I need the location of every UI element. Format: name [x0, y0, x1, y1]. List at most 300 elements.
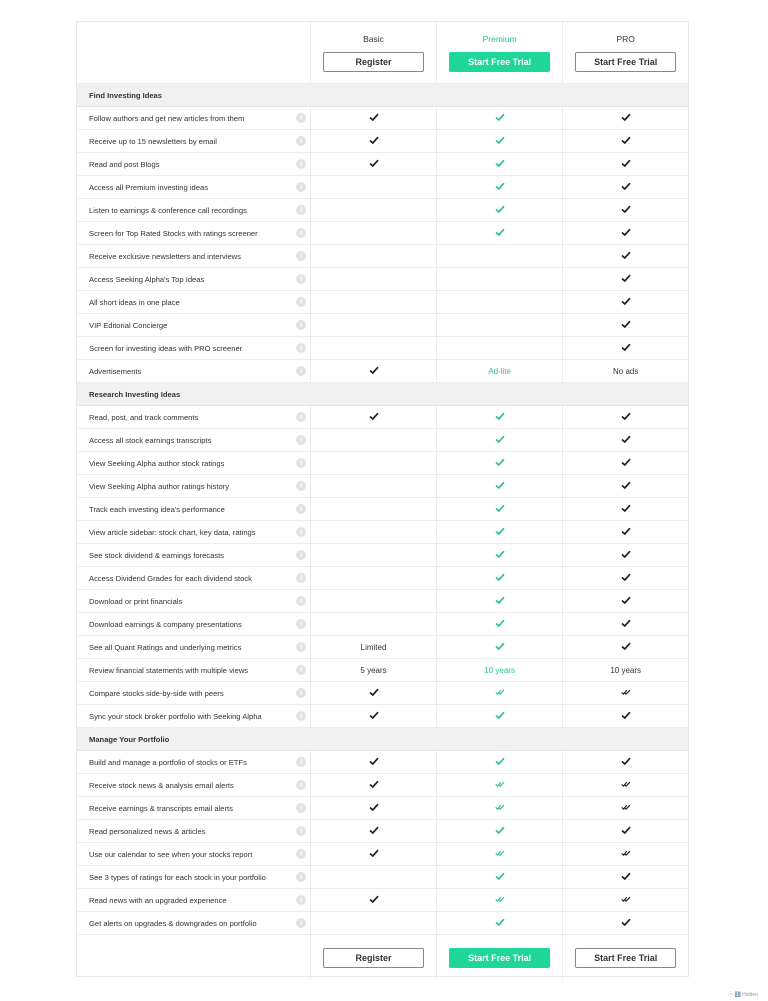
info-icon[interactable]: i [296, 895, 306, 905]
feature-label: Receive stock news & analysis email alerts [89, 780, 234, 790]
plan-cell-pro [562, 268, 688, 290]
plan-cell-basic [310, 107, 436, 129]
plan-cell-pro [562, 429, 688, 451]
section-header-row [77, 383, 688, 406]
check-icon [495, 113, 505, 123]
feature-row [77, 797, 688, 820]
register-button-top[interactable]: Register [323, 52, 424, 72]
info-icon[interactable]: i [296, 458, 306, 468]
feature-label: Use our calendar to see when your stocks report [89, 849, 253, 859]
check-icon [369, 780, 379, 790]
plan-cell-value: 5 years [360, 665, 387, 675]
feature-label: Download or print financials [89, 596, 183, 606]
check-icon [369, 688, 379, 698]
plan-cell-pro [562, 153, 688, 175]
plan-basic-column-header [310, 22, 436, 83]
plan-cell-pro [562, 521, 688, 543]
feature-label-cell [77, 176, 310, 198]
plan-cell-premium [436, 337, 563, 359]
plan-cell-pro [562, 337, 688, 359]
feature-label: Receive earnings & transcripts email alerts [89, 803, 233, 813]
feature-label: Follow authors and get new articles from them [89, 113, 245, 123]
check-icon [621, 550, 631, 560]
feature-row [77, 567, 688, 590]
plan-cell-basic [310, 153, 436, 175]
plan-cell-premium [436, 774, 563, 796]
plan-cell-basic [310, 245, 436, 267]
check-icon [495, 527, 505, 537]
info-icon[interactable]: i [296, 596, 306, 606]
section-title-cell [77, 728, 310, 750]
plan-cell-pro [562, 130, 688, 152]
feature-row [77, 176, 688, 199]
info-icon[interactable]: i [296, 159, 306, 169]
check-icon [621, 343, 631, 353]
feature-row [77, 590, 688, 613]
check-icon [621, 527, 631, 537]
feature-row [77, 498, 688, 521]
feature-row [77, 475, 688, 498]
info-icon[interactable]: i [296, 665, 306, 675]
double-check-icon [621, 895, 631, 905]
plan-cell-pro [562, 567, 688, 589]
feature-label-cell [77, 751, 310, 773]
plan-cell-pro [562, 360, 688, 382]
plan-cell-value: Ad-lite [488, 366, 511, 376]
section-header-row [77, 84, 688, 107]
check-icon [369, 757, 379, 767]
info-icon[interactable]: i [296, 573, 306, 583]
feature-row [77, 153, 688, 176]
plan-cell-pro [562, 314, 688, 336]
plan-cell-pro [562, 383, 688, 405]
feature-label: All short ideas in one place [89, 297, 180, 307]
feature-row [77, 636, 688, 659]
plan-cell-premium [436, 153, 563, 175]
plan-cell-premium [436, 544, 563, 566]
check-icon [369, 849, 379, 859]
feature-row [77, 360, 688, 383]
feature-label: Review financial statements with multiple views [89, 665, 249, 675]
plan-cell-basic [310, 659, 436, 681]
plan-cell-basic [310, 774, 436, 796]
check-icon [621, 205, 631, 215]
check-icon [369, 826, 379, 836]
feature-label-cell [77, 475, 310, 497]
plan-cell-premium [436, 567, 563, 589]
feature-label: See 3 types of ratings for each stock in your portfolio [89, 872, 266, 882]
feature-row [77, 245, 688, 268]
double-check-icon [621, 803, 631, 813]
info-icon[interactable]: i [296, 757, 306, 767]
feature-row [77, 130, 688, 153]
check-icon [621, 596, 631, 606]
info-icon[interactable]: i [296, 711, 306, 721]
feature-label-cell [77, 452, 310, 474]
plan-cell-premium [436, 222, 563, 244]
feature-label-cell [77, 314, 310, 336]
plan-cell-premium [436, 452, 563, 474]
plan-cell-pro [562, 176, 688, 198]
plan-cell-value: No ads [613, 366, 639, 376]
plan-cell-premium [436, 728, 563, 750]
plan-cell-value: Limited [360, 642, 387, 652]
feature-label: Download earnings & company presentations [89, 619, 242, 629]
info-icon[interactable]: i [296, 412, 306, 422]
footer-pro-cell [562, 935, 688, 980]
plan-cell-pro [562, 107, 688, 129]
check-icon [495, 205, 505, 215]
plan-name-pro: PRO [616, 34, 635, 44]
info-icon[interactable]: i [296, 228, 306, 238]
double-check-icon [621, 849, 631, 859]
plan-cell-basic [310, 498, 436, 520]
feature-label-cell [77, 682, 310, 704]
register-button-bottom[interactable]: Register [323, 948, 424, 968]
plan-cell-pro [562, 245, 688, 267]
info-icon[interactable]: i [296, 642, 306, 652]
plan-cell-basic [310, 820, 436, 842]
check-icon [621, 113, 631, 123]
plan-cell-basic [310, 889, 436, 911]
feature-label-cell [77, 866, 310, 888]
plan-cell-basic [310, 360, 436, 382]
info-icon[interactable]: i [296, 274, 306, 284]
feature-label: Compare stocks side-by-side with peers [89, 688, 224, 698]
feature-label-cell [77, 912, 310, 934]
double-check-icon [495, 895, 505, 905]
check-icon [621, 918, 631, 928]
feature-label-cell [77, 245, 310, 267]
plan-cell-basic [310, 199, 436, 221]
feature-label: Track each investing idea's performance [89, 504, 225, 514]
check-icon [495, 435, 505, 445]
check-icon [621, 826, 631, 836]
double-check-icon [495, 688, 505, 698]
plan-cell-value: 10 years [610, 665, 642, 675]
pro-start-trial-button-bottom[interactable]: Start Free Trial [575, 948, 676, 968]
feature-label-cell [77, 130, 310, 152]
plan-cell-basic [310, 728, 436, 750]
info-icon[interactable]: i [296, 320, 306, 330]
plan-cell-basic [310, 843, 436, 865]
plan-name-premium: Premium [482, 34, 517, 44]
check-icon [621, 481, 631, 491]
plan-pro-column-header [562, 22, 688, 83]
feature-label-cell [77, 107, 310, 129]
check-icon [621, 435, 631, 445]
feature-row [77, 889, 688, 912]
feature-row [77, 337, 688, 360]
feature-label-cell [77, 360, 310, 382]
check-icon [495, 182, 505, 192]
plan-cell-premium [436, 199, 563, 221]
feature-label-cell [77, 843, 310, 865]
info-icon[interactable]: i [296, 826, 306, 836]
plan-cell-premium [436, 268, 563, 290]
feature-row [77, 912, 688, 935]
plan-cell-premium [436, 360, 563, 382]
check-icon [495, 711, 505, 721]
plan-cell-basic [310, 291, 436, 313]
plan-cell-basic [310, 84, 436, 106]
feature-label-cell [77, 797, 310, 819]
plan-cell-premium [436, 659, 563, 681]
plan-cell-premium [436, 291, 563, 313]
check-icon [621, 711, 631, 721]
check-icon [369, 895, 379, 905]
feature-row [77, 613, 688, 636]
feature-row [77, 314, 688, 337]
section-title: Find Investing Ideas [89, 90, 162, 100]
plan-cell-pro [562, 291, 688, 313]
plan-footer-row [77, 935, 688, 980]
check-icon [495, 918, 505, 928]
plan-cell-pro [562, 797, 688, 819]
plan-cell-basic [310, 613, 436, 635]
info-icon[interactable]: i [296, 688, 306, 698]
check-icon [495, 757, 505, 767]
plan-cell-pro [562, 751, 688, 773]
feature-label: Get alerts on upgrades & downgrades on portfolio [89, 918, 257, 928]
info-icon[interactable]: i [296, 550, 306, 560]
feature-label-cell [77, 291, 310, 313]
check-icon [495, 136, 505, 146]
feature-label: Screen for Top Rated Stocks with ratings screener [89, 228, 258, 238]
plan-cell-pro [562, 199, 688, 221]
feature-label-cell [77, 820, 310, 842]
info-icon[interactable]: i [296, 780, 306, 790]
plan-cell-premium [436, 130, 563, 152]
check-icon [369, 711, 379, 721]
feature-row [77, 268, 688, 291]
feature-label-cell [77, 268, 310, 290]
feature-label: Build and manage a portfolio of stocks or ETFs [89, 757, 247, 767]
feature-row [77, 406, 688, 429]
plan-cell-premium [436, 475, 563, 497]
plan-cell-basic [310, 222, 436, 244]
info-icon[interactable]: i [296, 136, 306, 146]
check-icon [369, 136, 379, 146]
header-blank-cell [77, 22, 310, 83]
check-icon [621, 872, 631, 882]
check-icon [495, 228, 505, 238]
feature-label-cell [77, 429, 310, 451]
info-icon[interactable]: i [296, 527, 306, 537]
feature-row [77, 544, 688, 567]
plan-cell-pro [562, 889, 688, 911]
plan-cell-premium [436, 314, 563, 336]
check-icon [621, 274, 631, 284]
info-icon[interactable]: i [296, 343, 306, 353]
feature-row [77, 659, 688, 682]
plan-cell-basic [310, 429, 436, 451]
check-icon [495, 412, 505, 422]
double-check-icon [621, 688, 631, 698]
plan-cell-pro [562, 912, 688, 934]
pro-start-trial-button-top[interactable]: Start Free Trial [575, 52, 676, 72]
plan-cell-basic [310, 866, 436, 888]
premium-start-trial-button-bottom[interactable]: Start Free Trial [449, 948, 550, 968]
feature-label: Read and post Blogs [89, 159, 160, 169]
plan-cell-basic [310, 176, 436, 198]
feature-label-cell [77, 636, 310, 658]
feature-label: Advertisements [89, 366, 142, 376]
check-icon [495, 481, 505, 491]
plan-cell-premium [436, 176, 563, 198]
plan-premium-column-header [436, 22, 563, 83]
info-icon[interactable]: i [296, 918, 306, 928]
info-icon[interactable]: i [296, 803, 306, 813]
check-icon [621, 642, 631, 652]
check-icon [495, 159, 505, 169]
feature-label: See all Quant Ratings and underlying metrics [89, 642, 242, 652]
check-icon [621, 251, 631, 261]
plan-cell-pro [562, 659, 688, 681]
info-icon[interactable]: i [296, 251, 306, 261]
feature-label-cell [77, 153, 310, 175]
feature-label: Access Seeking Alpha's Top Ideas [89, 274, 205, 284]
check-icon [621, 159, 631, 169]
footer-blank-cell [77, 935, 310, 980]
feature-label-cell [77, 406, 310, 428]
plan-cell-pro [562, 820, 688, 842]
watermark-text: ⓢ ℹ️ Hidden [728, 992, 758, 998]
feature-label: View Seeking Alpha author ratings history [89, 481, 230, 491]
info-icon[interactable]: i [296, 182, 306, 192]
info-icon[interactable]: i [296, 872, 306, 882]
feature-label-cell [77, 659, 310, 681]
feature-label: Screen for investing ideas with PRO screener [89, 343, 243, 353]
info-icon[interactable]: i [296, 504, 306, 514]
plan-cell-pro [562, 498, 688, 520]
plan-cell-basic [310, 705, 436, 727]
info-icon[interactable]: i [296, 366, 306, 376]
feature-label-cell [77, 498, 310, 520]
feature-row [77, 866, 688, 889]
check-icon [495, 550, 505, 560]
check-icon [495, 619, 505, 629]
plan-cell-basic [310, 452, 436, 474]
plan-cell-premium [436, 866, 563, 888]
section-title: Manage Your Portfolio [89, 734, 170, 744]
double-check-icon [621, 780, 631, 790]
info-icon[interactable]: i [296, 435, 306, 445]
check-icon [369, 803, 379, 813]
info-icon[interactable]: i [296, 619, 306, 629]
feature-row [77, 107, 688, 130]
check-icon [495, 573, 505, 583]
feature-label-cell [77, 613, 310, 635]
plan-cell-premium [436, 613, 563, 635]
plan-cell-premium [436, 843, 563, 865]
plan-cell-pro [562, 866, 688, 888]
plan-cell-premium [436, 797, 563, 819]
plan-cell-basic [310, 314, 436, 336]
feature-row [77, 291, 688, 314]
info-icon[interactable]: i [296, 113, 306, 123]
check-icon [495, 458, 505, 468]
check-icon [495, 872, 505, 882]
check-icon [621, 320, 631, 330]
plan-cell-basic [310, 682, 436, 704]
plan-cell-value: 10 years [484, 665, 515, 675]
feature-label: Listen to earnings & conference call recordings [89, 205, 247, 215]
plan-cell-premium [436, 84, 563, 106]
feature-row [77, 222, 688, 245]
plan-cell-premium [436, 889, 563, 911]
feature-row [77, 429, 688, 452]
plan-cell-basic [310, 751, 436, 773]
info-icon[interactable]: i [296, 297, 306, 307]
plan-header-row [77, 22, 688, 84]
double-check-icon [495, 780, 505, 790]
footer-premium-cell [436, 935, 563, 980]
feature-label: Receive exclusive newsletters and interviews [89, 251, 241, 261]
info-icon[interactable]: i [296, 849, 306, 859]
plan-cell-pro [562, 452, 688, 474]
check-icon [621, 573, 631, 583]
feature-label: Receive up to 15 newsletters by email [89, 136, 217, 146]
feature-label-cell [77, 222, 310, 244]
double-check-icon [495, 849, 505, 859]
plan-cell-pro [562, 613, 688, 635]
check-icon [495, 504, 505, 514]
feature-row [77, 843, 688, 866]
feature-label-cell [77, 774, 310, 796]
feature-label: Read, post, and track comments [89, 412, 199, 422]
check-icon [621, 757, 631, 767]
footer-basic-cell [310, 935, 436, 980]
plan-cell-premium [436, 498, 563, 520]
check-icon [369, 366, 379, 376]
premium-start-trial-button-top[interactable]: Start Free Trial [449, 52, 550, 72]
feature-row [77, 751, 688, 774]
plan-cell-premium [436, 383, 563, 405]
plan-cell-pro [562, 590, 688, 612]
plan-cell-pro [562, 774, 688, 796]
check-icon [621, 412, 631, 422]
check-icon [369, 113, 379, 123]
info-icon[interactable]: i [296, 481, 306, 491]
feature-label: Read personalized news & articles [89, 826, 206, 836]
feature-rows [77, 84, 688, 935]
feature-label: See stock dividend & earnings forecasts [89, 550, 225, 560]
check-icon [621, 136, 631, 146]
feature-label: Sync your stock broker portfolio with Seeking Alpha [89, 711, 262, 721]
plan-cell-basic [310, 544, 436, 566]
plan-cell-pro [562, 843, 688, 865]
feature-label-cell [77, 889, 310, 911]
info-icon[interactable]: i [296, 205, 306, 215]
plan-cell-premium [436, 521, 563, 543]
plan-cell-premium [436, 590, 563, 612]
plan-cell-basic [310, 912, 436, 934]
check-icon [621, 458, 631, 468]
plan-cell-pro [562, 682, 688, 704]
plan-cell-basic [310, 406, 436, 428]
feature-row [77, 521, 688, 544]
plan-cell-premium [436, 406, 563, 428]
double-check-icon [495, 803, 505, 813]
plan-cell-basic [310, 130, 436, 152]
feature-row [77, 774, 688, 797]
plan-cell-basic [310, 590, 436, 612]
section-title-cell [77, 383, 310, 405]
plan-cell-pro [562, 544, 688, 566]
feature-label: Read news with an upgraded experience [89, 895, 227, 905]
check-icon [369, 159, 379, 169]
